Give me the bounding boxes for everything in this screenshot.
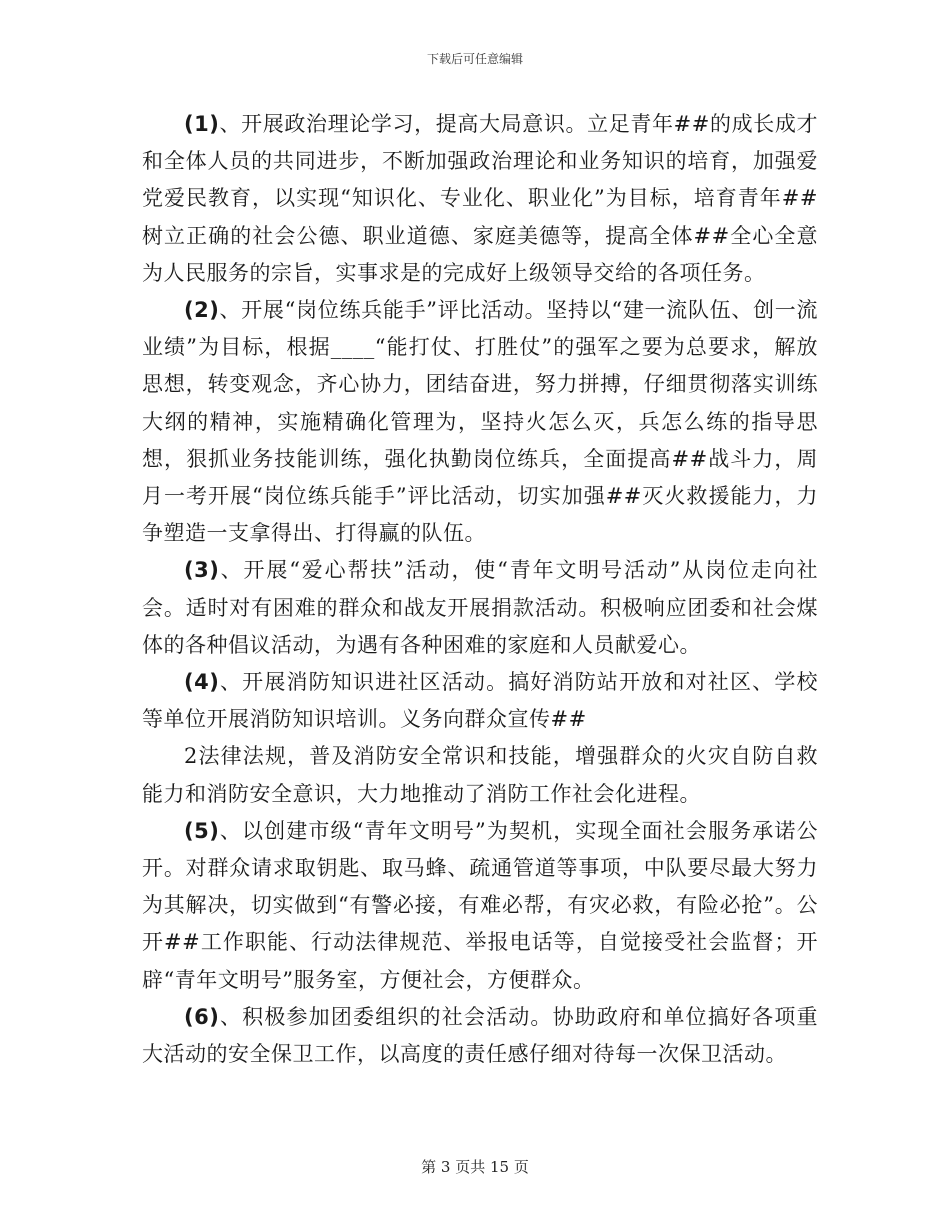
page-number: 第 3 页共 15 页	[421, 1158, 529, 1176]
item-number: (5)	[184, 818, 220, 843]
paragraph-6	[142, 999, 818, 1073]
document-body	[142, 106, 818, 1073]
paragraph-text: 、积极参加团委组织的社会活动。协助政府和单位搞好各项重大活动的安全保卫工作，以高度的责任感仔细对待每一次保卫活动。	[142, 1004, 818, 1067]
item-number: (4)	[184, 670, 220, 695]
page-header-note: 下载后可任意编辑	[426, 52, 523, 66]
paragraph-text: 、开展政治理论学习，提高大局意识。立足青年##的成长成才和全体人员的共同进步，不断加强政治理论和业务知识的培育，加强爱党爱民教育，以实现“知识化、专业化、职业化”为目标，培育青年##树立正确的社会公德、职业道德、家庭美德等，提高全体##全心全意为人民服务的宗旨，实事求是的完成好上级领导交给的各项任务。	[142, 112, 818, 285]
item-number: (1)	[184, 112, 220, 136]
paragraph-text: 2法律法规，普及消防安全常识和技能，增强群众的火灾自防自救能力和消防安全意识，大力地推动了消防工作社会化进程。	[142, 744, 818, 806]
paragraph-text: 、以创建市级“青年文明号”为契机，实现全面社会服务承诺公开。对群众请求取钥匙、取马蜂、疏通管道等事项，中队要尽最大努力为其解决，切实做到“有警必接，有难必帮，有灾必救，有险必抢”。公开##工作职能、行动法律规范、举报电话等，自觉接受社会监督；开辟“青年文明号”服务室，方便社会，方便群众。	[142, 818, 818, 992]
paragraph-1	[142, 106, 818, 292]
paragraph-text: 、开展消防知识进社区活动。搞好消防站开放和对社区、学校等单位开展消防知识培训。义务向群众宣传##	[142, 670, 818, 732]
paragraph-text: 、开展“爱心帮扶”活动，使“青年文明号活动”从岗位走向社会。适时对有困难的群众和战友开展捐款活动。积极响应团委和社会煤体的各种倡议活动，为遇有各种困难的家庭和人员献爱心。	[142, 558, 818, 657]
paragraph-4	[142, 664, 818, 738]
paragraph-5	[142, 813, 818, 999]
paragraph-text: 、开展“岗位练兵能手”评比活动。坚持以“建一流队伍、创一流业绩”为目标，根据____“能打仗、打胜仗”的强军之要为总要求，解放思想，转变观念，齐心协力，团结奋进，努力拼搏，仔细贯彻落实训练大纲的精神，实施精确化管理为，坚持火怎么灭，兵怎么练的指导思想，狠抓业务技能训练，强化执勤岗位练兵，全面提高##战斗力，周月一考开展“岗位练兵能手”评比活动，切实加强##灭火救援能力，力争塑造一支拿得出、打得赢的队伍。	[142, 298, 818, 546]
item-number: (3)	[184, 558, 220, 583]
paragraph-4-continued	[142, 738, 818, 812]
item-number: (6)	[184, 1004, 220, 1029]
paragraph-2	[142, 292, 818, 552]
item-number: (2)	[184, 298, 220, 323]
paragraph-3	[142, 552, 818, 664]
